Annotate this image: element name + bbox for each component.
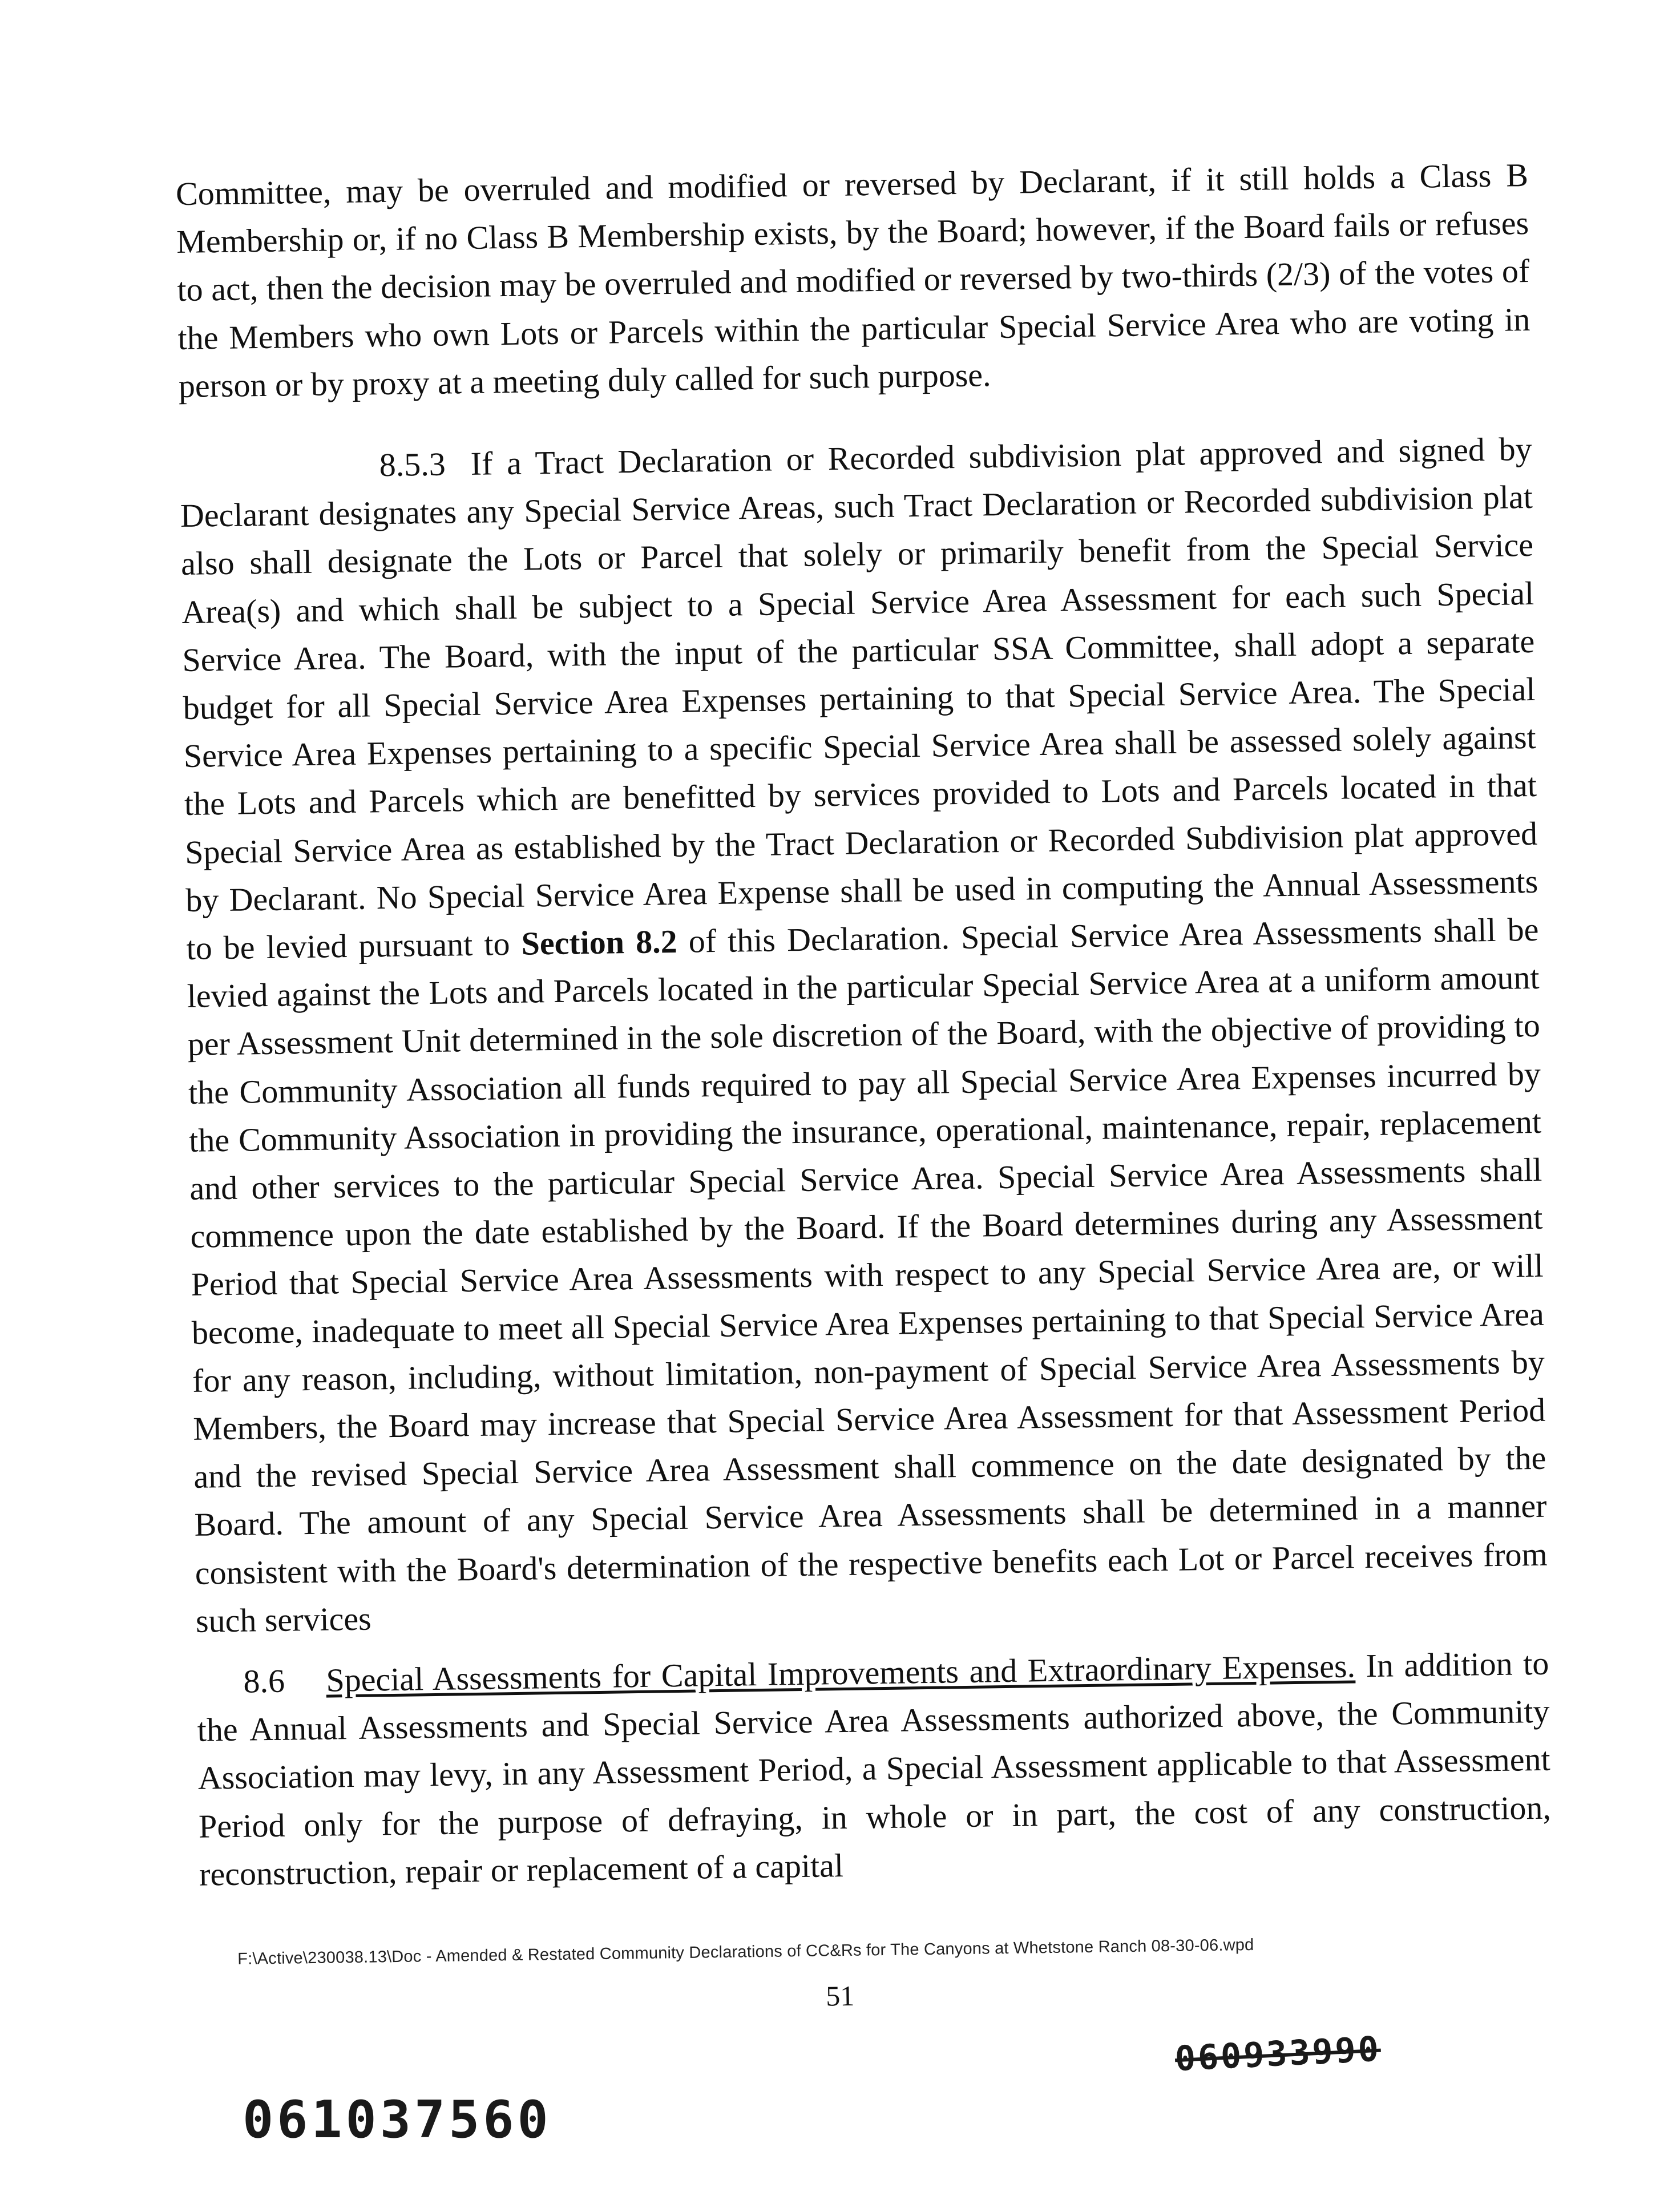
section-8-2-reference: Section 8.2 bbox=[521, 922, 678, 962]
page-number: 51 bbox=[825, 1979, 855, 2012]
paragraph-8-6 bbox=[196, 1640, 1552, 1899]
struck-recording-number: 060933990 bbox=[1174, 2029, 1382, 2080]
section-8-6-heading: Special Assessments for Capital Improvements and Extraordinary Expenses. bbox=[326, 1647, 1356, 1699]
paragraph-8-5-3-text-a: If a Tract Declaration or Recorded subdivision plat approved and signed by Declarant designates any Special Service Areas, such Tract Declaration or Recorded subdivision plat also shall designate the Lots or Parcel that solely or primarily benefit from the Special Service Area(s) and which shall be subject to a Special Service Area Assessment for each such Special Service Area. The Board, with the input of the particular SSA Committee, shall adopt a separate budget for all Special Service Area Expenses pertaining to that Special Service Area. The Special Service Area Expenses pertaining to a specific Special Service Area shall be assessed solely against the Lots and Parcels which are benefitted by services provided to Lots and Parcels located in that Special Service Area as established by the Tract Declaration or Recorded Subdivision plat approved by Declarant. No Special Service Area Expense shall be used in computing the Annual Assessments to be levied pursuant to bbox=[180, 430, 1538, 967]
footer-file-path: F:\Active\230038.13\Doc - Amended & Restated Community Declarations of CC&Rs for The Canyons at Whetstone Ranch 08-30-06.wpd bbox=[237, 1935, 1254, 1968]
paragraph-8-5-3-text-b: of this Declaration. Special Service Area Assessments shall be levied against the Lots and Parcels located in the particular Special Service Area at a uniform amount per Assessment Unit determined in the sole discretion of the Board, with the objective of providing to the Community Association all funds required to pay all Special Service Area Expenses incurred by the Community Association in providing the insurance, operational, maintenance, repair, replacement and other services to the particular Special Service Area. Special Service Area Assessments shall commence upon the date established by the Board. If the Board determines during any Assessment Period that Special Service Area Assessments with respect to any Special Service Area are, or will become, inadequate to meet all Special Service Area Expenses pertaining to that Special Service Area for any reason, including, without limitation, non-payment of Special Service Area Assessments by Members, the Board may increase that Special Service Area Assessment for that Assessment Period and the revised Special Service Area Assessment shall commence on the date designated by the Board. The amount of any Special Service Area Assessments shall be determined in a manner consistent with the Board's determination of the respective benefits each Lot or Parcel receives from such services bbox=[187, 910, 1548, 1640]
section-number-8-6: 8.6 bbox=[243, 1662, 285, 1700]
paragraph-8-5-3 bbox=[179, 425, 1548, 1645]
paragraph-8-6-text: In addition to the Annual Assessments and Special Service Area Assessments authorized above, the Community Association may levy, in any Assessment Period, a Special Assessment applicable to that Assessment Period only for the purpose of defraying, in whole or in part, the cost of any construction, reconstruction, repair or replacement of a capital bbox=[197, 1644, 1552, 1893]
paragraph-continuation: Committee, may be overruled and modified or reversed by Declarant, if it still holds a Class B Membership or, if no Class B Membership exists, by the Board; however, if the Board fails or refuses to act, then the decision may be overruled and modified or reversed by two-thirds (2/3) of the votes of the Members who own Lots or Parcels within the particular Special Service Area who are voting in person or by proxy at a meeting duly called for such purpose. bbox=[175, 156, 1530, 405]
section-number-8-5-3: 8.5.3 bbox=[379, 445, 446, 484]
recording-number-stamp: 061037560 bbox=[243, 2090, 552, 2150]
